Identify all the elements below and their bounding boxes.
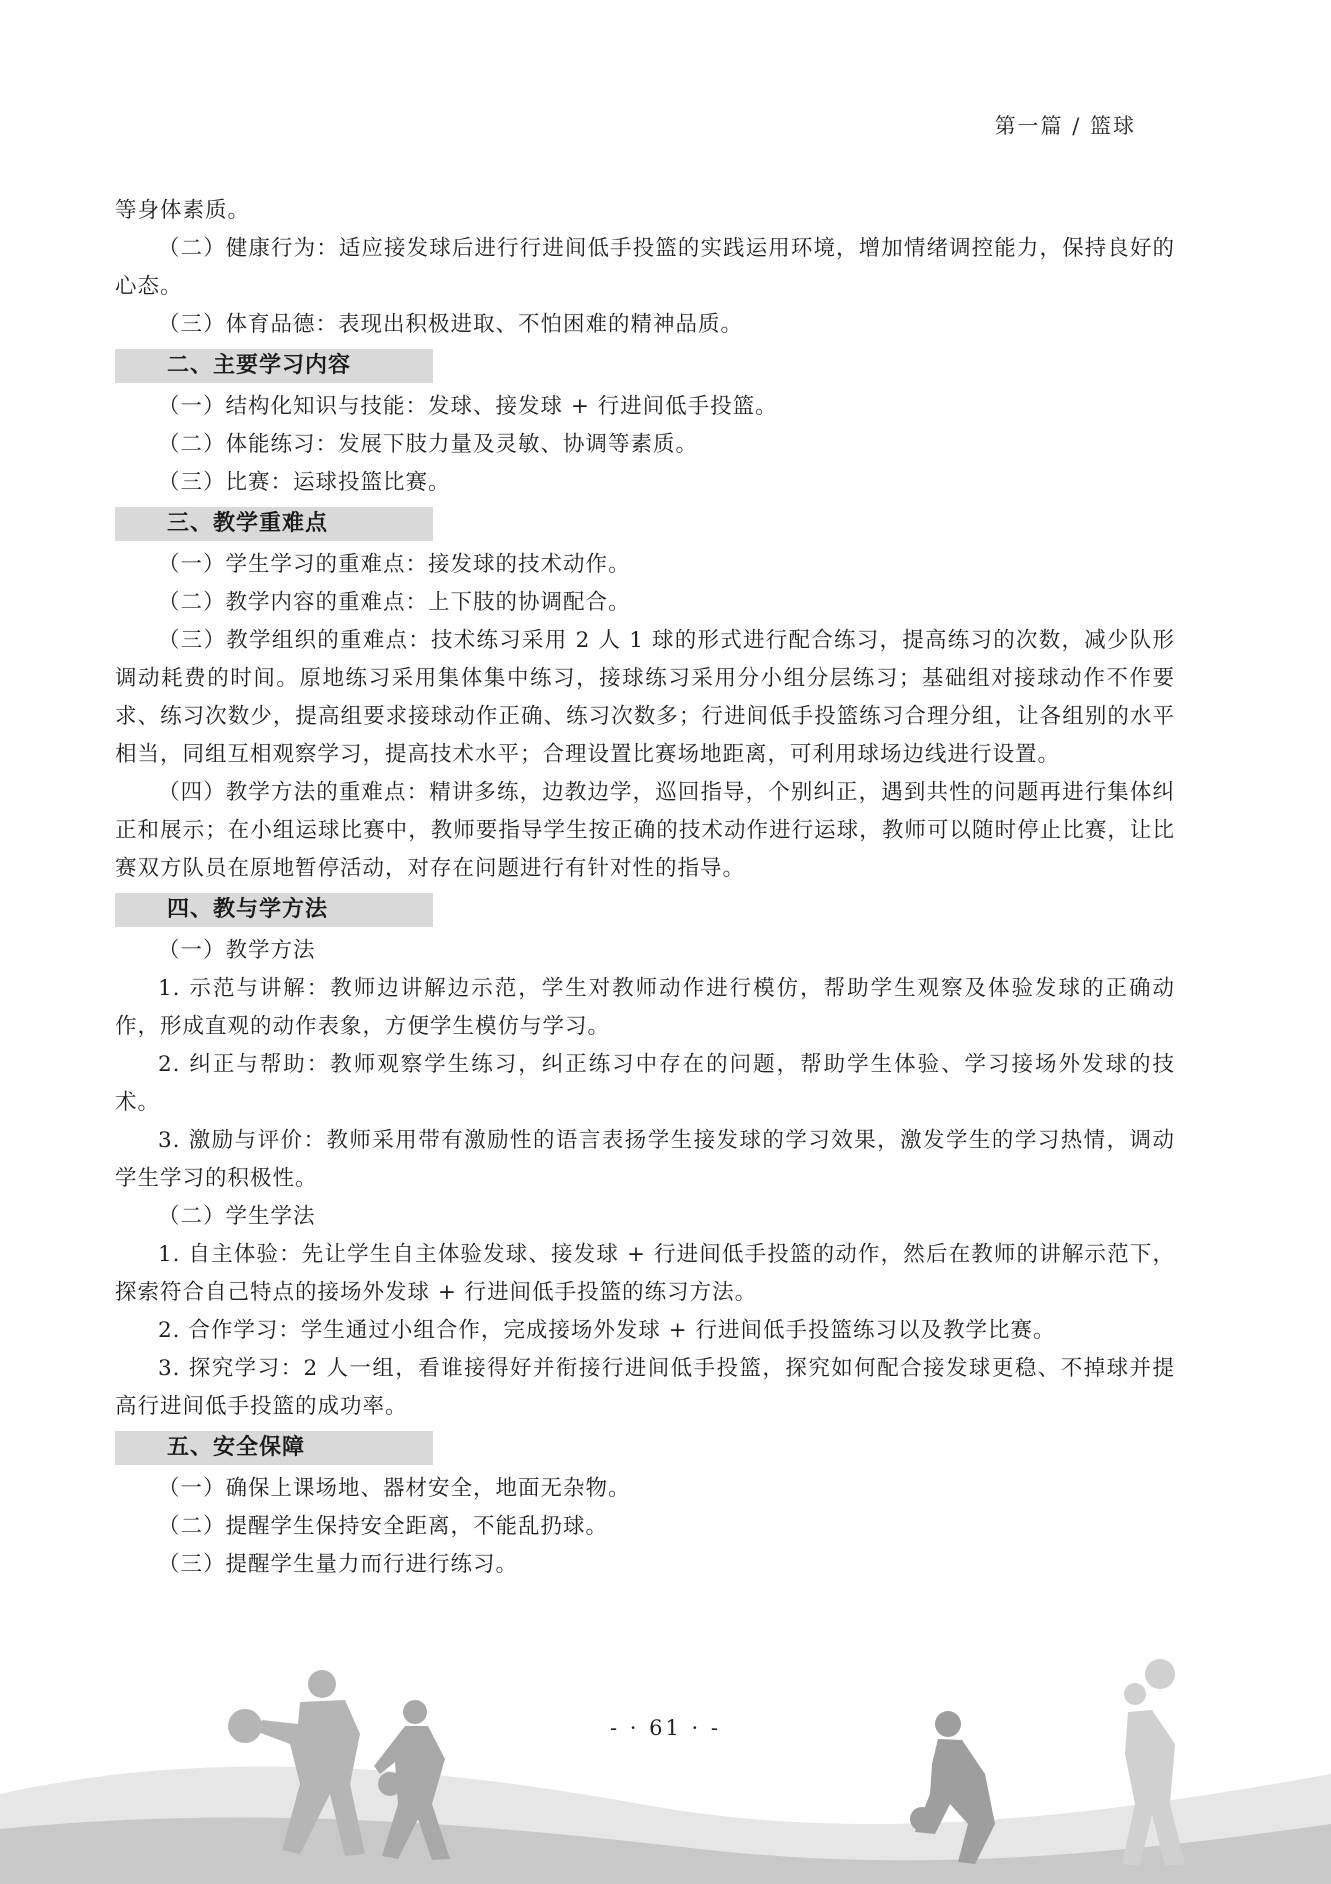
paragraph: （二）学生学法 xyxy=(158,1204,316,1229)
paragraph: 3. 探究学习：2 人一组，看谁接得好并衔接行进间低手投篮，探究如何配合接发球更稳、不掉球并提高行进间低手投篮的成功率。 xyxy=(115,1356,1175,1419)
paragraph: （一）学生学习的重难点：接发球的技术动作。 xyxy=(158,552,631,577)
section-heading: 四、教与学方法 xyxy=(115,893,433,927)
paragraph: （三）比赛：运球投篮比赛。 xyxy=(158,470,451,495)
paragraph: （二）教学内容的重难点：上下肢的协调配合。 xyxy=(158,590,631,615)
paragraph: （三）提醒学生量力而行进行练习。 xyxy=(158,1552,519,1577)
running-header: 第一篇 / 篮球 xyxy=(994,114,1136,138)
paragraph: （四）教学方法的重难点：精讲多练，边教边学，巡回指导，个别纠正，遇到共性的问题再进行集体纠正和展示；在小组运球比赛中，教师要指导学生按正确的技术动作进行运球，教师可以随时停止比赛，让比赛双方队员在原地暂停活动，对存在问题进行有针对性的指导。 xyxy=(115,780,1175,881)
paragraph: （一）确保上课场地、器材安全，地面无杂物。 xyxy=(158,1476,631,1501)
paragraph: （三）体育品德：表现出积极进取、不怕困难的精神品质。 xyxy=(158,312,744,337)
basketball-silhouette-footer xyxy=(0,1654,1331,1884)
paragraph: （二）健康行为：适应接发球后进行行进间低手投篮的实践运用环境，增加情绪调控能力，保持良好的心态。 xyxy=(115,236,1175,299)
paragraph: 3. 激励与评价：教师采用带有激励性的语言表扬学生接发球的学习效果，激发学生的学习热情，调动学生学习的积极性。 xyxy=(115,1128,1175,1191)
paragraph: （二）体能练习：发展下肢力量及灵敏、协调等素质。 xyxy=(158,432,699,457)
paragraph: 1. 示范与讲解：教师边讲解边示范，学生对教师动作进行模仿，帮助学生观察及体验发球的正确动作，形成直观的动作表象，方便学生模仿与学习。 xyxy=(115,976,1175,1039)
section-heading: 二、主要学习内容 xyxy=(115,349,433,383)
paragraph: 2. 纠正与帮助：教师观察学生练习，纠正练习中存在的问题，帮助学生体验、学习接场外发球的技术。 xyxy=(115,1052,1175,1115)
section-heading: 三、教学重难点 xyxy=(115,507,433,541)
paragraph: 2. 合作学习：学生通过小组合作，完成接场外发球 + 行进间低手投篮练习以及教学比赛。 xyxy=(158,1318,1056,1343)
section-heading: 五、安全保障 xyxy=(115,1431,433,1465)
paragraph: 等身体素质。 xyxy=(115,198,251,223)
paragraph: （一）结构化知识与技能：发球、接发球 + 行进间低手投篮。 xyxy=(158,394,778,419)
paragraph: 1. 自主体验：先让学生自主体验发球、接发球 + 行进间低手投篮的动作，然后在教师的讲解示范下，探索符合自己特点的接场外发球 + 行进间低手投篮的练习方法。 xyxy=(115,1242,1175,1305)
paragraph: （三）教学组织的重难点：技术练习采用 2 人 1 球的形式进行配合练习，提高练习的次数，减少队形调动耗费的时间。原地练习采用集体集中练习，接球练习采用分小组分层练习；基础组对接球动作不作要求、练习次数少，提高组要求接球动作正确、练习次数多；行进间低手投篮练习合理分组，让各组别的水平相当，同组互相观察学习，提高技术水平；合理设置比赛场地距离，可利用球场边线进行设置。 xyxy=(115,628,1175,767)
page-body xyxy=(115,192,1175,1584)
paragraph: （二）提醒学生保持安全距离，不能乱扔球。 xyxy=(158,1514,609,1539)
page-number: - · 61 · - xyxy=(610,1716,721,1740)
paragraph: （一）教学方法 xyxy=(158,938,316,963)
